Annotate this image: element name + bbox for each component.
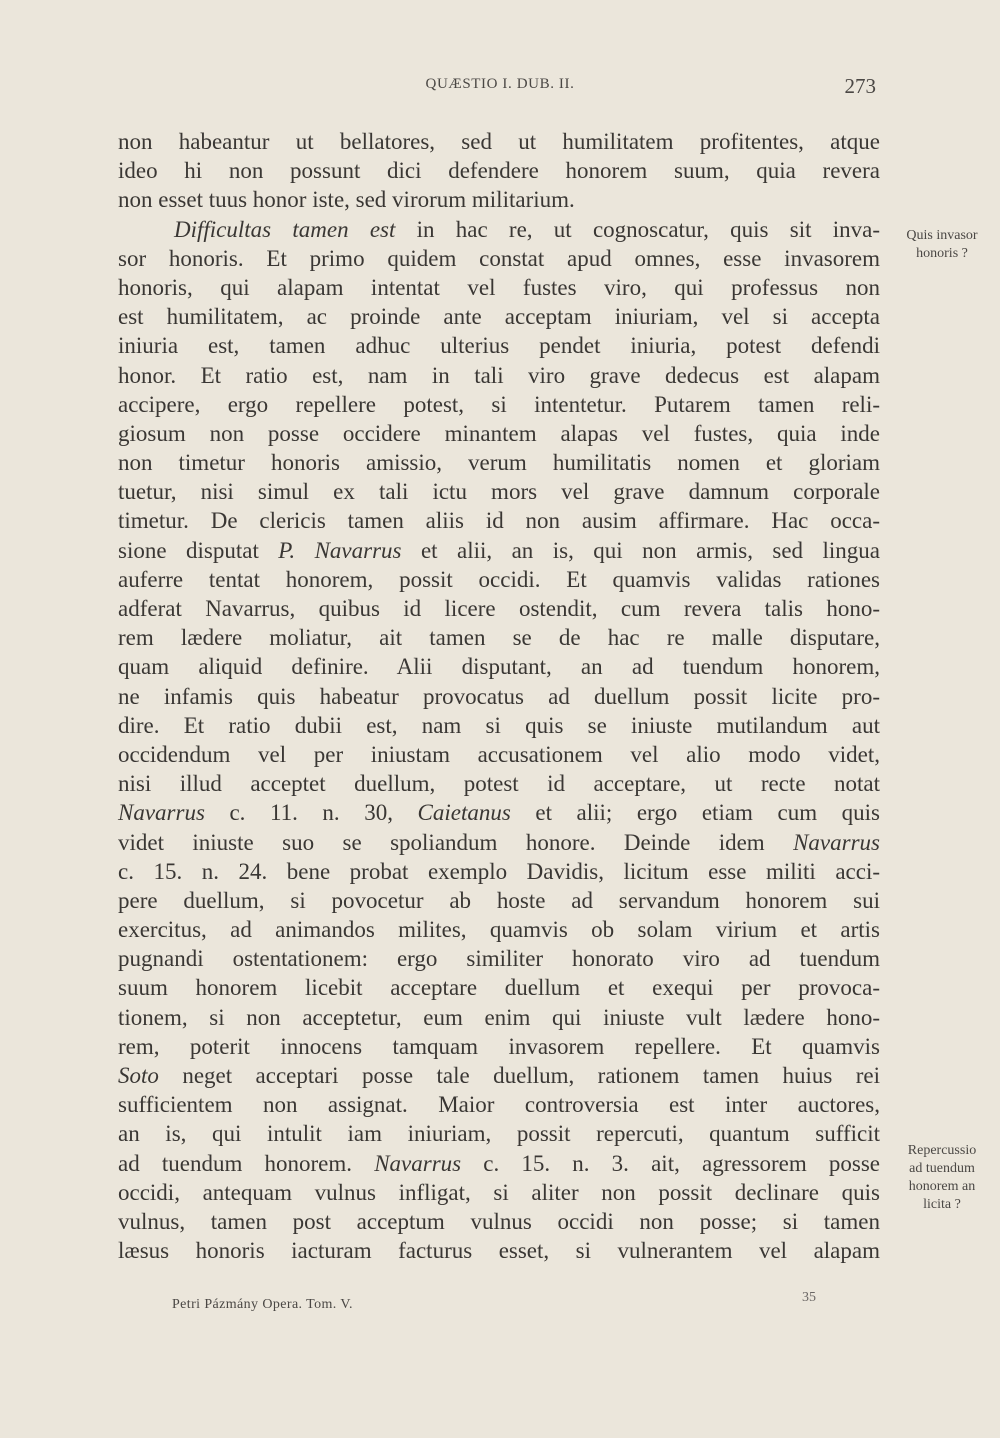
line-text: c. 15. n. 3. ait, agressorem posse	[461, 1150, 880, 1176]
text-line	[118, 594, 880, 623]
line-text: sione disputat	[118, 537, 279, 563]
line-text: dire. Et ratio dubii est, nam si quis se iniuste mutilandum aut	[118, 712, 880, 738]
italic-name: Difficultas tamen est	[174, 216, 396, 242]
text-line	[118, 215, 880, 244]
line-text: exercitus, ad animandos milites, quamvis ob solam virium et artis	[118, 917, 880, 943]
text-line	[118, 302, 880, 331]
text-line	[118, 361, 880, 390]
line-text: et alii; ergo etiam cum quis	[510, 800, 880, 826]
line-text: c. 15. n. 24. bene probat exemplo Davidis, licitum esse militi acci-	[118, 858, 880, 884]
text-line	[118, 185, 880, 214]
margin-note-line: honorem an	[908, 1179, 976, 1194]
line-text: non esset tuus honor iste, sed virorum militarium.	[118, 187, 575, 213]
line-text: ad tuendum honorem.	[118, 1150, 375, 1176]
signature-mark: 35	[802, 1290, 816, 1305]
margin-note-line: Repercussio	[907, 1143, 977, 1158]
line-text: in hac re, ut cognoscatur, quis sit inva-	[395, 216, 880, 242]
margin-note-line: licita ?	[923, 1197, 961, 1212]
text-line	[118, 244, 880, 273]
text-line	[118, 711, 880, 740]
text-line	[118, 448, 880, 477]
text-line	[118, 1236, 880, 1265]
line-text: et alii, an is, qui non armis, sed lingua	[401, 537, 880, 563]
text-line	[118, 1178, 880, 1207]
line-text: quam aliquid definire. Alii disputant, an ad tuendum honorem,	[118, 654, 880, 680]
text-line	[118, 682, 880, 711]
body-text	[118, 127, 880, 1265]
line-text: neget acceptari posse tale duellum, rationem tamen huius rei	[158, 1063, 880, 1088]
text-line	[118, 944, 880, 973]
line-text: sufficientem non assignat. Maior controversia est inter auctores,	[118, 1092, 880, 1118]
margin-note-line: honoris ?	[916, 246, 968, 261]
line-text: pugnandi ostentationem: ergo similiter honorato viro ad tuendum	[118, 946, 880, 972]
line-text: ideo hi non possunt dici defendere honorem suum, quia revera	[118, 158, 880, 184]
text-line	[118, 652, 880, 681]
text-line	[118, 390, 880, 419]
text-line	[118, 127, 880, 156]
italic-name: Navarrus	[793, 829, 880, 855]
italic-name: Soto	[118, 1063, 159, 1088]
line-text: occidendum vel per iniustam accusationem vel alio modo videt,	[118, 741, 880, 767]
text-line	[118, 857, 880, 886]
text-line	[118, 1061, 880, 1090]
page-number: 273	[844, 74, 876, 98]
text-line	[118, 1207, 880, 1236]
text-line	[118, 623, 880, 652]
text-line	[118, 273, 880, 302]
margin-note-line: Quis invasor	[906, 228, 978, 243]
line-text: timetur. De clericis tamen aliis id non ausim affirmare. Hac occa-	[118, 508, 880, 534]
line-text: auferre tentat honorem, possit occidi. Et quamvis validas rationes	[118, 566, 880, 592]
text-line	[118, 1090, 880, 1119]
line-text: pere duellum, si povocetur ab hoste ad servandum honorem sui	[118, 887, 880, 913]
text-line	[118, 886, 880, 915]
italic-name: Caietanus	[417, 800, 511, 826]
margin-note-line: ad tuendum	[909, 1161, 975, 1176]
text-line	[118, 331, 880, 360]
text-line	[118, 1119, 880, 1148]
line-text: tuetur, nisi simul ex tali ictu mors vel grave damnum corporale	[118, 479, 880, 505]
text-line	[118, 565, 880, 594]
line-text: non habeantur ut bellatores, sed ut humilitatem profitentes, atque	[118, 129, 880, 154]
line-text: giosum non posse occidere minantem alapas vel fustes, quia inde	[118, 420, 880, 446]
line-text: læsus honoris iacturam facturus esset, si vulnerantem vel alapam	[118, 1238, 880, 1264]
text-line	[118, 1032, 880, 1061]
line-text: est humilitatem, ac proinde ante acceptam iniuriam, vel si accepta	[118, 304, 880, 330]
line-text: c. 11. n. 30,	[204, 800, 418, 826]
text-line	[118, 1149, 880, 1178]
line-text: non timetur honoris amissio, verum humilitatis nomen et gloriam	[118, 450, 880, 476]
line-text: videt iniuste suo se spoliandum honore. Deinde idem	[118, 829, 794, 855]
italic-name: Navarrus	[374, 1150, 462, 1176]
line-text: sor honoris. Et primo quidem constat apud omnes, esse invasorem	[118, 245, 880, 271]
italic-name: Navarrus	[118, 800, 205, 826]
text-line	[118, 798, 880, 827]
line-text: honoris, qui alapam intentat vel fustes viro, qui professus non	[118, 274, 880, 300]
text-line	[118, 973, 880, 1002]
margin-note-invasor	[886, 227, 998, 263]
text-line	[118, 477, 880, 506]
line-text: occidi, antequam vulnus infligat, si aliter non possit declinare quis	[118, 1179, 880, 1205]
text-line	[118, 769, 880, 798]
line-text: iniuria est, tamen adhuc ulterius pendet iniuria, potest defendi	[118, 333, 880, 359]
line-text: rem, poterit innocens tamquam invasorem repellere. Et quamvis	[118, 1033, 880, 1059]
line-text: rem lædere moliatur, ait tamen se de hac re malle disputare,	[118, 625, 880, 651]
line-text: nisi illud acceptet duellum, potest id acceptare, ut recte notat	[118, 771, 880, 797]
line-text: an is, qui intulit iam iniuriam, possit repercuti, quantum sufficit	[118, 1121, 880, 1147]
margin-note-repercussio	[886, 1142, 998, 1214]
italic-name: P. Navarrus	[278, 537, 402, 563]
line-text: suum honorem licebit acceptare duellum et exequi per provoca-	[118, 975, 880, 1001]
line-text: honor. Et ratio est, nam in tali viro grave dedecus est alapam	[118, 362, 880, 388]
text-line	[118, 740, 880, 769]
text-line	[118, 156, 880, 185]
line-text: adferat Navarrus, quibus id licere ostendit, cum revera talis hono-	[118, 596, 880, 621]
text-line	[118, 419, 880, 448]
text-line	[118, 536, 880, 565]
text-line	[118, 915, 880, 944]
text-line	[118, 828, 880, 857]
text-line	[118, 506, 880, 535]
line-text: tionem, si non acceptetur, eum enim qui iniuste vult lædere hono-	[118, 1004, 880, 1030]
line-text: ne infamis quis habeatur provocatus ad duellum possit licite pro-	[118, 683, 880, 709]
line-text: accipere, ergo repellere potest, si intentetur. Putarem tamen reli-	[118, 391, 880, 417]
footer-book-title: Petri Pázmány Opera. Tom. V.	[172, 1297, 353, 1312]
line-text: vulnus, tamen post acceptum vulnus occidi non posse; si tamen	[118, 1208, 880, 1234]
running-title: QUÆSTIO I. DUB. II.	[425, 76, 575, 92]
text-line	[118, 1003, 880, 1032]
